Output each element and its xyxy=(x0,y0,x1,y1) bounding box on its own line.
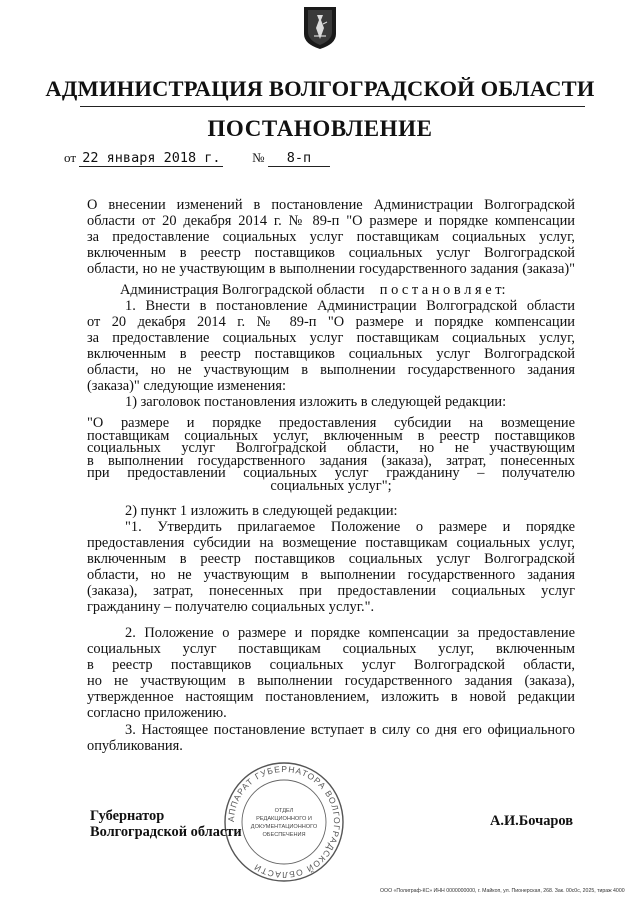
quote2-line: "1. Утвердить прилагаемое Положение о размере и порядке xyxy=(125,519,575,535)
resolves-verb: п о с т а н о в л я е т: xyxy=(379,282,506,298)
stamp-center-line: ДОКУМЕНТАЦИОННОГО xyxy=(250,824,318,830)
header-divider xyxy=(80,106,585,107)
item2-line: социальных услуг поставщикам социальных услуг, включенным xyxy=(87,641,575,657)
item-2 xyxy=(87,625,575,721)
quote-line: "О размере и порядке предоставления субсидии на возмещение xyxy=(87,415,575,431)
quote2-line: гражданину – получателю социальных услуг.". xyxy=(87,599,375,615)
position-line-2: Волгоградской области xyxy=(90,824,242,840)
sub-item-1: 1) заголовок постановления изложить в следующей редакции: xyxy=(125,394,507,410)
signatory-name: А.И.Бочаров xyxy=(490,813,574,829)
quote-line: в выполнении государственного задания (заказа), затрат, понесенных xyxy=(87,452,575,469)
quote-line: при предоставлении социальных услуг гражданину – получателю xyxy=(87,465,575,481)
item3-line: опубликования. xyxy=(87,738,183,754)
item-line: за предоставление социальных услуг поставщикам социальных услуг, xyxy=(87,330,575,346)
item-line: включенным в реестр поставщиков социальных услуг Волгоградской xyxy=(87,346,575,362)
item3-line: 3. Настоящее постановление вступает в силу со дня его официального xyxy=(125,722,575,738)
item-line: (заказа)" следующие изменения: xyxy=(87,378,286,394)
item2-line: но не участвующим в выполнении государственного задания (заказа), xyxy=(87,673,575,689)
resolves-line xyxy=(120,282,505,298)
item-3 xyxy=(87,722,575,754)
subject-line: включенным в реестр поставщиков социальных услуг Волгоградской xyxy=(87,245,575,261)
organization-title: АДМИНИСТРАЦИЯ ВОЛГОГРАДСКОЙ ОБЛАСТИ xyxy=(45,76,595,101)
stamp-ring-text: АППАРАТ ГУБЕРНАТОРА ВОЛГОГРАДСКОЙ ОБЛАСТИ xyxy=(225,763,343,881)
item-line: 1. Внести в постановление Администрации Волгоградской области xyxy=(125,298,575,314)
sub-item-2: 2) пункт 1 изложить в следующей редакции: xyxy=(125,503,398,519)
quote2-line: (заказа), затрат, понесенных при предоставлении социальных услуг xyxy=(87,583,575,599)
stamp-center-line: ОБЕСПЕЧЕНИЯ xyxy=(262,832,306,838)
position-line-1: Губернатор xyxy=(90,808,165,824)
item2-line: согласно приложению. xyxy=(87,705,227,721)
quote-line: социальных услуг Волгоградской области, но не участвующим xyxy=(87,440,575,456)
quote-line: поставщикам социальных услуг, включенным в реестр поставщиков xyxy=(87,427,575,444)
printer-footer: ООО «Полиграф-КС» ИНН 0000000000, г. Майкоп, ул. Пионерская, 268. Зак. 00с0с, 2025, тираж 4000 xyxy=(380,888,625,894)
stamp-center-line: РЕДАКЦИОННОГО И xyxy=(256,816,312,822)
quote2-line: области, но не участвующим в выполнении государственного задания xyxy=(87,567,575,583)
subject-line: области от 20 декабря 2014 г. № 89-п "О размере и порядке компенсации xyxy=(87,213,575,229)
quote2-line: предоставления субсидии на возмещение поставщикам социальных услуг, xyxy=(87,535,575,551)
signatory-position xyxy=(90,808,242,840)
date-number-line xyxy=(64,150,330,167)
number-label: № xyxy=(252,150,265,165)
quote-1 xyxy=(87,417,575,492)
item-1 xyxy=(87,298,575,410)
item-line: области, но не участвующим в выполнении государственного задания xyxy=(87,362,575,378)
quote-line: социальных услуг"; xyxy=(270,477,392,494)
item2-line: 2. Положение о размере и порядке компенсации за предоставление xyxy=(125,625,575,641)
item2-line: утвержденное настоящим постановлением, изложить в новой редакции xyxy=(87,689,575,705)
subject-line: за предоставление социальных услуг поставщикам социальных услуг, xyxy=(87,229,575,245)
date-label: от xyxy=(64,150,77,165)
document-subject xyxy=(87,197,575,277)
quote2-line: включенным в реестр поставщиков социальных услуг Волгоградской xyxy=(87,551,575,567)
subject-line: области, но не участвующим в выполнении государственного задания (заказа)" xyxy=(87,261,575,277)
document-type: ПОСТАНОВЛЕНИЕ xyxy=(207,116,433,141)
date-value: 22 января 2018 г. xyxy=(79,150,223,167)
item2-line: в реестр поставщиков социальных услуг Волгоградской области, xyxy=(87,657,575,673)
number-value: 8-п xyxy=(268,150,330,167)
coat-of-arms-icon xyxy=(303,6,337,50)
sub-item-2-block xyxy=(87,503,575,615)
resolves-text: Администрация Волгоградской области xyxy=(120,282,365,298)
subject-line: О внесении изменений в постановление Администрации Волгоградской xyxy=(87,197,575,213)
item-line: от 20 декабря 2014 г. № 89-п "О размере и порядке компенсации xyxy=(87,314,575,330)
stamp-center-line: ОТДЕЛ xyxy=(274,808,294,814)
